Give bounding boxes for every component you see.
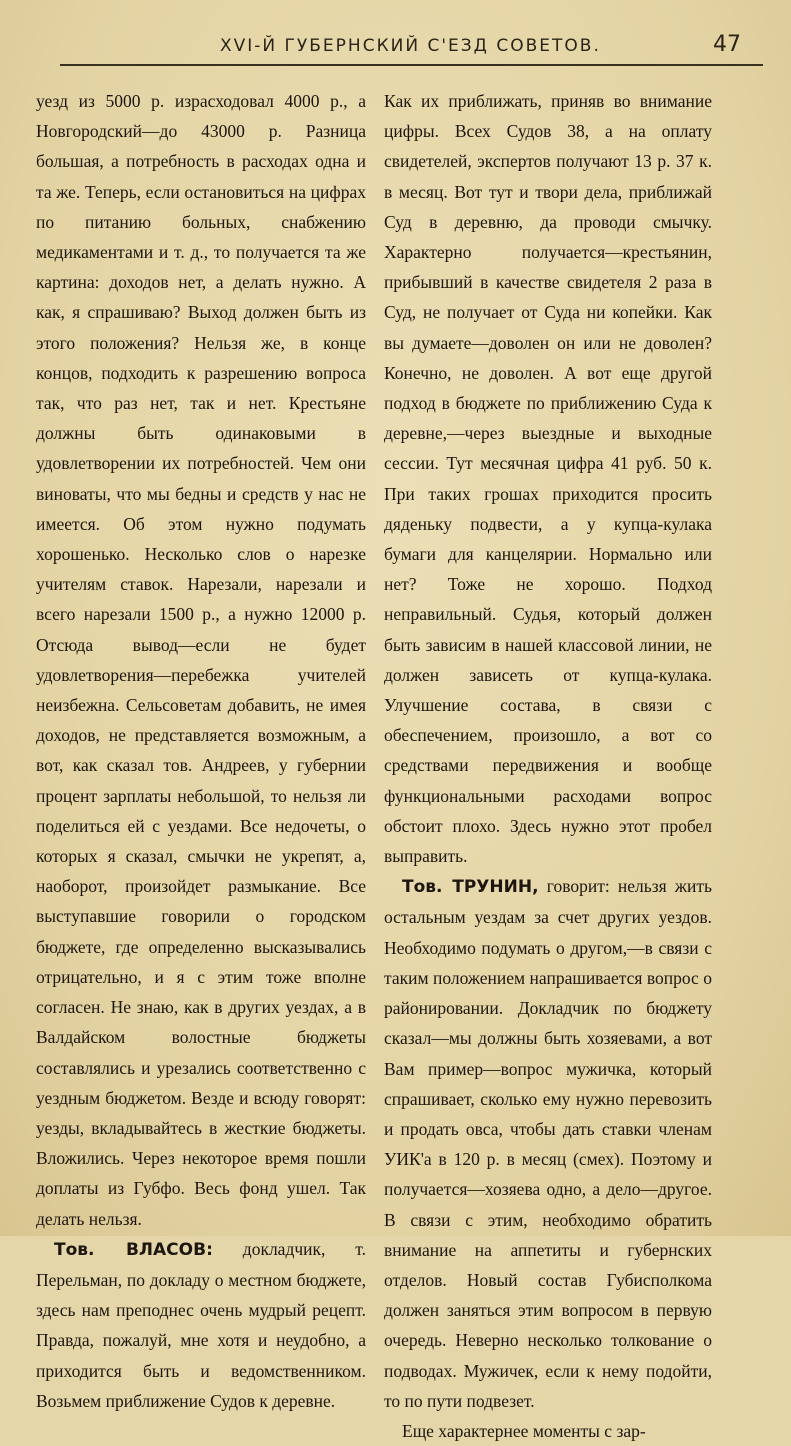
page-number: 47 xyxy=(713,32,741,57)
right-paragraph-2 xyxy=(384,871,712,1416)
speaker-vlasov: Тов. ВЛАСОВ: xyxy=(54,1239,213,1260)
left-paragraph-1: уезд из 5000 р. израсходовал 4000 р., а Новгородский—до 43000 р. Разница большая, а потребность в расходах одна и та же. Теперь, если остановиться на цифрах по питанию больных, снабжению медикаментами и т. д., то получается та же картина: доходов нет, а делать нужно. А как, я спрашиваю? Выход должен быть из этого положения? Нельзя же, в конце концов, подходить к разрешению вопроса так, что раз нет, так и нет. Крестьяне должны быть одинаковыми в удовлетворении их потребностей. Чем они виноваты, что мы бедны и средств у нас не имеется. Об этом нужно подумать хорошенько. Несколько слов о нарезке учителям ставок. Нарезали, нарезали и всего нарезали 1500 р., а нужно 12000 р. Отсюда вывод—если не будет удовлетворения—перебежка учителей неизбежна. Сельсоветам добавить, не имея доходов, не представляется возможным, а вот, как сказал тов. Андреев, у губернии процент зарплаты небольшой, то нельзя ли поделиться ей с уездами. Все недочеты, о которых я сказал, смычки не укрепят, а, наоборот, произойдет размыкание. Все выступавшие говорили о городском бюджете, где определенно высказывались отрицательно, и я с этим тоже вполне согласен. Не знаю, как в других уездах, а в Валдайском волостные бюджеты составлялись и урезались соответственно с уездным бюджетом. Везде и всюду говорят: уезды, вкладывайтесь в жесткие бюджеты. Вложились. Через некоторое время пошли доплаты из Губфо. Весь фонд ушел. Так делать нельзя. xyxy=(36,91,366,1229)
left-paragraph-2 xyxy=(36,1234,366,1416)
trunin-speech: говорит: нельзя жить остальным уездам за счет других уездов. Необходимо подумать о другом,—в связи с таким положением напрашивается вопрос о районировании. Докладчик по бюджету сказал—мы должны быть хозяевами, а вот Вам пример—вопрос мужичка, который спрашивает, сколько ему нужно перевозить и продать овса, чтобы дать ставки членам УИК'а в 120 р. в месяц (смех). Поэтому и получается—хозяева одно, а дело—другое. В связи с этим, необходимо обратить внимание на аппетиты и губернских отделов. Новый состав Губисполкома должен заняться этим вопросом в первую очередь. Неверно несколько толкование о подводах. Мужичек, если к нему подойти, то по пути подвезет. xyxy=(384,876,712,1411)
vlasov-speech: докладчик, т. Перельман, по докладу о местном бюджете, здесь нам преподнес очень мудрый рецепт. Правда, пожалуй, мне хотя и неудобно, а приходится быть и ведомственником. Возьмем приближение Судов к деревне. xyxy=(36,1238,367,1411)
right-paragraph-1: Как их приближать, приняв во внимание цифры. Всех Судов 38, а на оплату свидетелей, экспертов получают 13 р. 37 к. в месяц. Вот тут и твори дела, приближай Суд в деревню, да проводи смычку. Характерно получается—крестьянин, прибывший в качестве свидетеля 2 раза в Суд, не получает от Суда ни копейки. Как вы думаете—доволен он или не доволен? Конечно, не доволен. А вот еще другой подход в бюджете по приближению Суда к деревне,—через выездные и выходные сессии. Тут месячная цифра 41 руб. 50 к. При таких грошах приходится просить дядeньку подвести, а у купца-кулака бумаги для канцелярии. Нормально или нет? Тоже не хорошо. Подход неправильный. Судья, который должен быть зависим в нашей классовой линии, не должен зависеть от купца-кулака. Улучшение состава, в связи с обеспечением, произошло, а вот со средствами передвижения и вообще функциональными расходами вопрос обстоит плохо. Здесь нужно этот пробел выправить. xyxy=(384,91,712,867)
left-column xyxy=(36,86,366,1416)
running-title: XVI-Й ГУБЕРНСКИЙ С'ЕЗД СОВЕТОВ. xyxy=(220,36,601,56)
right-column xyxy=(384,86,712,1446)
right-paragraph-3: Еще характернее моменты с зар- xyxy=(402,1420,646,1441)
page-header xyxy=(60,30,763,66)
speaker-trunin: Тов. ТРУНИН, xyxy=(402,877,539,898)
